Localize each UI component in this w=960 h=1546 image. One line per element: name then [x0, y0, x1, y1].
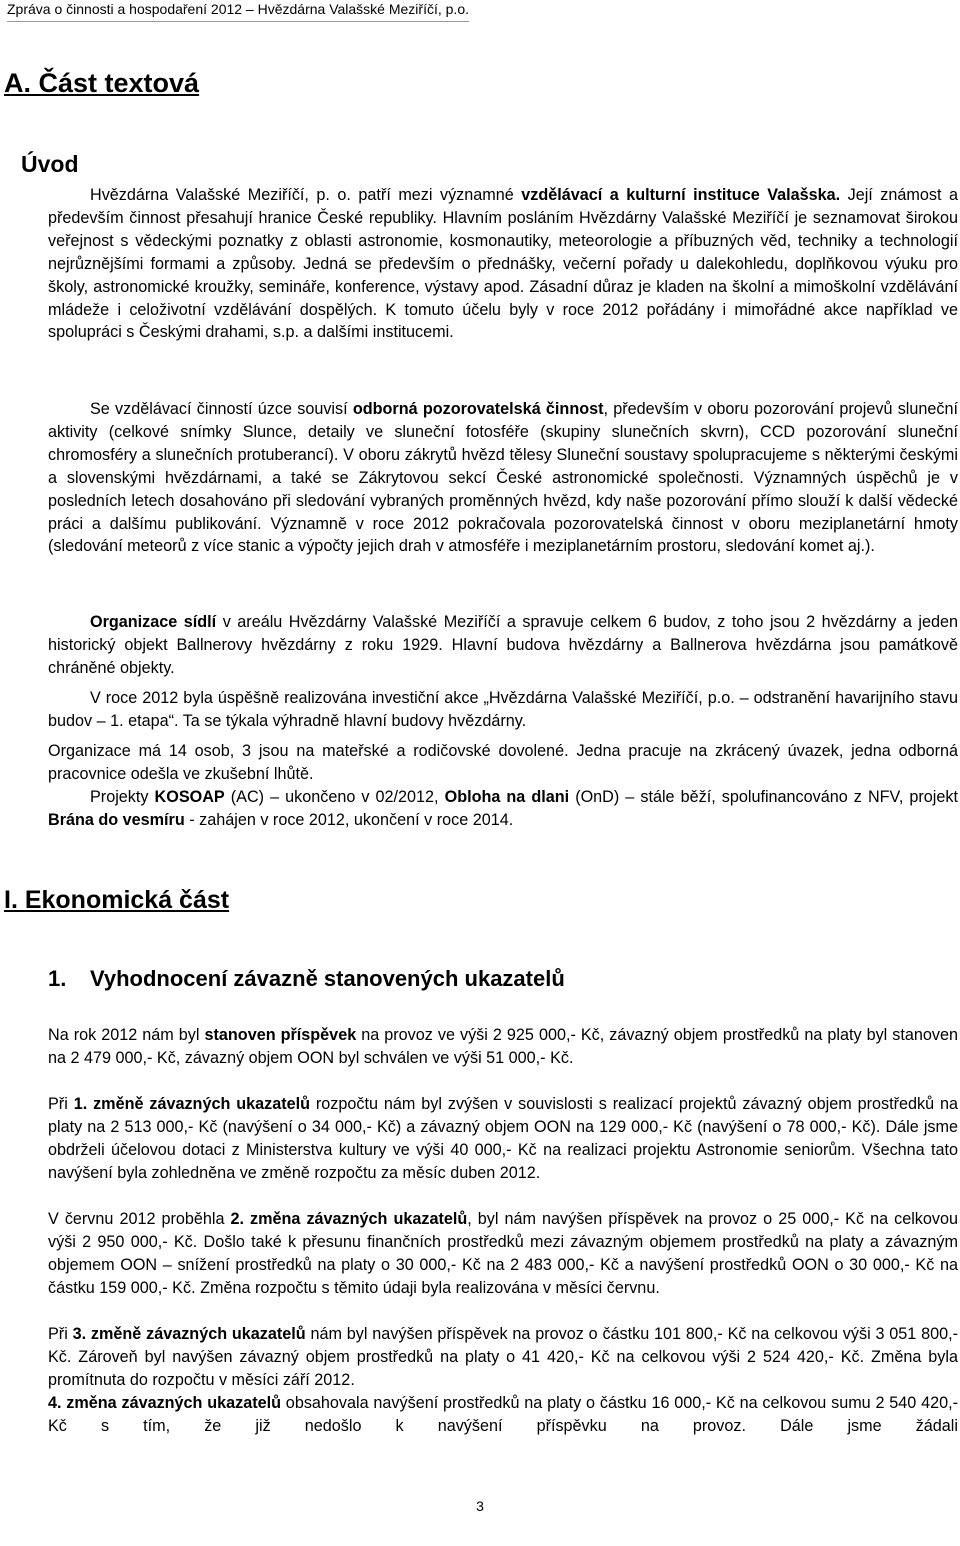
- econ-paragraph-5: 4. změna závazných ukazatelů obsahovala navýšení prostředků na platy o částku 16 000,- Kč na celkovou sumu 2 540 420,- Kč s tím, že již nedošlo k navýšení příspěvku na provoz. Dále jsme žádali: [48, 1394, 958, 1435]
- uvod-heading: Úvod: [21, 151, 79, 177]
- section-1-title: Vyhodnocení závazně stanovených ukazatelů: [90, 966, 565, 991]
- econ-paragraph-2: Při 1. změně závazných ukazatelů rozpočtu nám byl zvýšen v souvislosti s realizací projektů závazný objem prostředků na platy na 2 513 000,- Kč (navýšení o 34 000,- Kč) a závazný objem OON na 129 000,- Kč (navýšení o 78 000,- Kč). Dále jsme obdrželi účelovou dotaci z Ministerstva kultury ve výši 40 000,- Kč na realizaci projektu Astronomie seniorům. Všechna tato navýšení byla zohledněna ve změně rozpočtu za měsíc duben 2012.: [48, 1095, 959, 1182]
- econ-paragraph-3: V červnu 2012 proběhla 2. změna závazných ukazatelů, byl nám navýšen příspěvek na provoz o 25 000,- Kč na celkovou výši 2 950 000,- Kč. Došlo také k přesunu finančních prostředků mezi závazným objemem prostředků na platy a závazným objemem OON – snížení prostředků na platy o 30 000,- Kč na 2 483 000,- Kč a navýšení prostředků OON o 30 000,- Kč na částku 159 000,- Kč. Změna rozpočtu s těmito údaji byla realizována v měsíci červnu.: [48, 1210, 959, 1297]
- page-number: 3: [476, 1498, 484, 1514]
- uvod-paragraph-5: Organizace má 14 osob, 3 jsou na mateřské a rodičovské dovolené. Jedna pracuje na zkrácený úvazek, jedna odborná pracovnice odešla ve zkušební lhůtě.: [48, 742, 958, 783]
- part-i-title: I. Ekonomická část: [4, 886, 230, 914]
- uvod-paragraph-6: Projekty KOSOAP (AC) – ukončeno v 02/2012, Obloha na dlani (OnD) – stále běží, spolufinancováno z NFV, projekt Brána do vesmíru - zahájen v roce 2012, ukončení v roce 2014.: [48, 788, 958, 829]
- section-1-heading: [48, 964, 565, 994]
- part-a-title: A. Část textová: [4, 68, 200, 98]
- uvod-paragraph-4: V roce 2012 byla úspěšně realizována investiční akce „Hvězdárna Valašské Meziříčí, p.o. – odstranění havarijního stavu budov – 1. etapa“. Ta se týkala výhradně hlavní budovy hvězdárny.: [48, 689, 958, 730]
- econ-paragraph-4: Při 3. změně závazných ukazatelů nám byl navýšen příspěvek na provoz o částku 101 800,- Kč na celkovou výši 3 051 800,- Kč. Zároveň byl navýšen závazný objem prostředků na platy o 41 420,- Kč na celkovou výši 2 524 420,- Kč. Změna byla promítnuta do rozpočtu v měsíci září 2012.: [48, 1325, 959, 1389]
- uvod-paragraph-1: Hvězdárna Valašské Meziříčí, p. o. patří mezi významné vzdělávací a kulturní instituce Valašska. Její známost a především činnost přesahují hranice České republiky. Hlavním posláním Hvězdárny Valašské Meziříčí je seznamovat širokou veřejnost s vědeckými poznatky z oblasti astronomie, kosmonautiky, meteorologie a příbuzných věd, techniky a technologií nejrůznějšími formami a způsoby. Jedná se především o přednášky, večerní pořady u dalekohledu, doplňkovou výuku pro školy, astronomické kroužky, semináře, konference, výstavy apod. Zásadní důraz je kladen na školní a mimoškolní vzdělávání mládeže i celoživotní vzdělávání dospělých. K tomuto účelu byly v roce 2012 pořádány i mimořádné akce například ve spolupráci s Českými drahami, s.p. a dalšími institucemi.: [48, 186, 958, 342]
- uvod-paragraph-3: Organizace sídlí v areálu Hvězdárny Valašské Meziříčí a spravuje celkem 6 budov, z toho jsou 2 hvězdárny a jeden historický objekt Ballnerovy hvězdárny z roku 1929. Hlavní budova hvězdárny a Ballnerova hvězdárna jsou památkově chráněné objekty.: [48, 613, 958, 677]
- econ-paragraph-1: Na rok 2012 nám byl stanoven příspěvek na provoz ve výši 2 925 000,- Kč, závazný objem prostředků na platy byl stanoven na 2 479 000,- Kč, závazný objem OON byl schválen ve výši 51 000,- Kč.: [48, 1026, 958, 1067]
- uvod-paragraph-2: Se vzdělávací činností úzce souvisí odborná pozorovatelská činnost, především v oboru pozorování projevů sluneční aktivity (celkové snímky Slunce, detaily ve sluneční fotosféře (skupiny slunečních skvrn), CCD pozorování sluneční chromosféry a slunečních protuberancí). V oboru zákrytů hvězd tělesy Sluneční soustavy spolupracujeme s některými českými a slovenskými hvězdárnami, a také se Zákrytovou sekcí České astronomické společnosti. Významných úspěchů je v posledních letech dosahováno při sledování vybraných proměnných hvězd, kdy naše pozorování přímo slouží k další vědecké práci a dalšímu publikování. Významně v roce 2012 pokračovala pozorovatelská činnost v oboru meziplanetární hmoty (sledování meteorů z více stanic a výpočty jejich drah v atmosféře i meziplanetárním prostoru, sledování komet aj.).: [48, 400, 958, 556]
- running-header: Zpráva o činnosti a hospodaření 2012 – Hvězdárna Valašské Meziříčí, p.o.: [7, 0, 469, 22]
- section-1-number: 1.: [48, 966, 67, 991]
